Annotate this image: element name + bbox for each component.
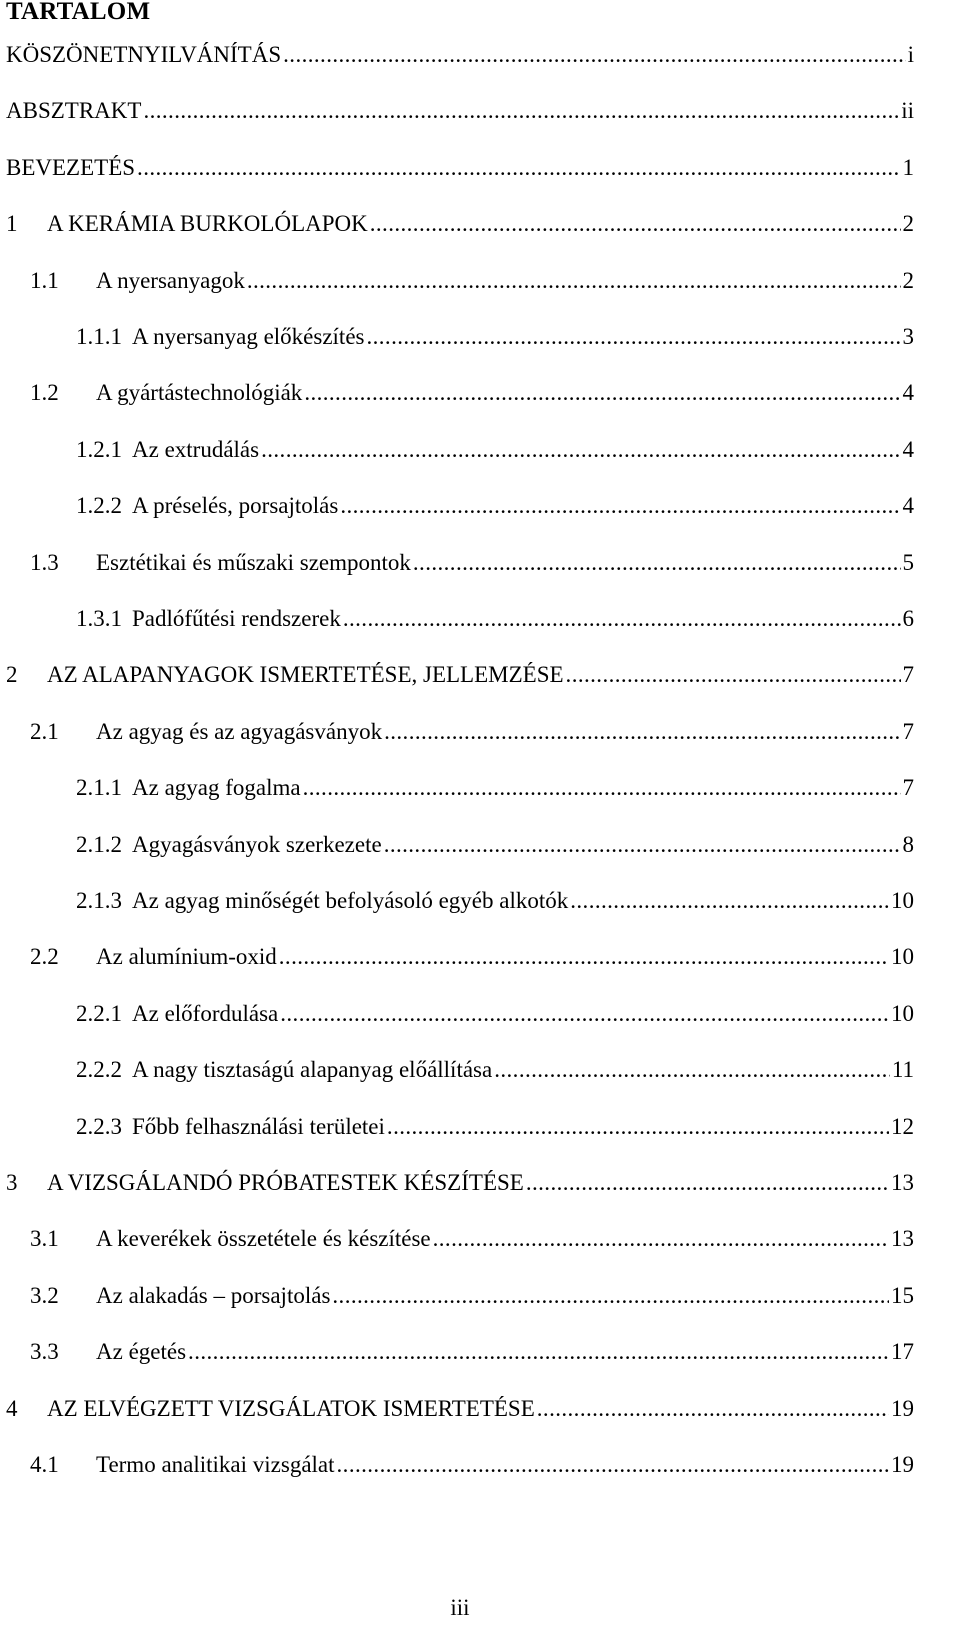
toc-dot-leader	[413, 548, 901, 578]
toc-entry-title: AZ ALAPANYAGOK ISMERTETÉSE, JELLEMZÉSE	[47, 662, 564, 688]
toc-dot-leader	[304, 378, 900, 408]
toc-dot-leader	[384, 830, 901, 860]
toc-entry[interactable]	[0, 1112, 914, 1142]
toc-entry-title: Az alakadás – porsajtolás	[96, 1282, 331, 1308]
toc-entry-number: 1.2	[30, 380, 59, 406]
toc-dot-leader	[303, 773, 901, 803]
toc-entry-title: BEVEZETÉS	[6, 154, 136, 180]
toc-entry[interactable]	[0, 1055, 914, 1085]
toc-entry-page: 7	[902, 718, 914, 744]
toc-entry-title: Esztétikai és műszaki szempontok	[96, 549, 411, 575]
toc-entry-page: 6	[902, 606, 914, 631]
toc-entry-page: 13	[891, 1226, 914, 1252]
toc-entry[interactable]	[0, 548, 914, 578]
toc-dot-leader	[143, 96, 899, 126]
toc-entry-title: Az alumínium-oxid	[96, 944, 277, 970]
toc-entry-title: KÖSZÖNETNYILVÁNÍTÁS	[6, 42, 282, 67]
toc-entry-page: 4	[902, 380, 914, 406]
toc-dot-leader	[494, 1055, 890, 1085]
toc-entry-title: Főbb felhasználási területei	[132, 1113, 385, 1139]
toc-entry-page: 12	[891, 1113, 914, 1139]
toc-entry-title: Az égetés	[96, 1339, 187, 1365]
toc-entry[interactable]	[0, 942, 914, 972]
toc-entry-page: 4	[902, 436, 914, 462]
toc-entry-title: A nagy tisztaságú alapanyag előállítása	[132, 1057, 493, 1083]
toc-entry-page: 8	[902, 831, 914, 857]
toc-entry-number: 4	[6, 1395, 18, 1421]
toc-entry-page: 5	[902, 549, 914, 575]
toc-entry-number: 1.2.1	[76, 436, 122, 462]
toc-entry-number: 3.3	[30, 1339, 59, 1365]
toc-entry[interactable]	[0, 1394, 914, 1424]
toc-entry[interactable]	[0, 322, 914, 352]
toc-entry[interactable]	[0, 40, 914, 70]
toc-dot-leader	[279, 942, 889, 972]
toc-entry-page: 7	[902, 775, 914, 801]
toc-entry[interactable]	[0, 378, 914, 408]
toc-dot-leader	[332, 1281, 889, 1311]
toc-entry[interactable]	[0, 153, 914, 183]
toc-dot-leader	[433, 1224, 889, 1254]
toc-entry-title: A VIZSGÁLANDÓ PRÓBATESTEK KÉSZÍTÉSE	[47, 1170, 524, 1195]
toc-entry-title: Padlófűtési rendszerek	[132, 606, 341, 631]
toc-entry-title: A gyártástechnológiák	[96, 380, 303, 406]
toc-entry[interactable]	[0, 1450, 914, 1480]
toc-entry-number: 3.1	[30, 1226, 59, 1252]
toc-entry-title: A nyersanyag előkészítés	[132, 324, 365, 349]
toc-entry-number: 2.1.3	[76, 888, 122, 913]
toc-dot-leader	[261, 435, 900, 465]
toc-entry-page: 10	[891, 944, 914, 970]
toc-entry-title: A keverékek összetétele és készítése	[96, 1226, 431, 1252]
toc-entry-number: 2.1	[30, 718, 59, 744]
toc-entry-number: 1.1	[30, 267, 59, 293]
toc-entry-number: 1.1.1	[76, 324, 122, 349]
toc-entry-number: 3.2	[30, 1282, 59, 1308]
toc-entry-title: Az agyag fogalma	[132, 775, 301, 801]
toc-entry-number: 2.1.1	[76, 775, 122, 801]
toc-entry-title: A préselés, porsajtolás	[132, 493, 339, 519]
toc-entry-number: 2.2.3	[76, 1113, 122, 1139]
toc-entry[interactable]	[0, 660, 914, 690]
toc-dot-leader	[384, 717, 900, 747]
toc-entry-title: Agyagásványok szerkezete	[132, 831, 382, 857]
toc-title: TARTALOM	[6, 0, 151, 25]
toc-entry-page: i	[907, 42, 914, 67]
toc-dot-leader	[137, 153, 900, 183]
toc-dot-leader	[387, 1112, 889, 1142]
toc-dot-leader	[566, 660, 901, 690]
toc-entry-number: 4.1	[30, 1452, 59, 1477]
toc-dot-leader	[537, 1394, 889, 1424]
toc-entry-page: 1	[902, 154, 914, 180]
toc-entry[interactable]	[0, 491, 914, 521]
toc-entry-number: 2.2.2	[76, 1057, 122, 1083]
toc-entry-page: ii	[901, 98, 914, 124]
toc-entry-page: 10	[891, 888, 914, 913]
toc-entry-page: 17	[891, 1339, 914, 1365]
toc-dot-leader	[247, 266, 901, 296]
toc-entry[interactable]	[0, 209, 914, 239]
toc-entry-title: A nyersanyagok	[96, 267, 245, 293]
toc-dot-leader	[343, 604, 901, 634]
toc-entry-number: 1.2.2	[76, 493, 122, 519]
toc-entry-page: 10	[891, 1000, 914, 1026]
toc-entry[interactable]	[0, 96, 914, 126]
toc-entry[interactable]	[0, 830, 914, 860]
toc-dot-leader	[370, 209, 901, 239]
toc-entry-title: A KERÁMIA BURKOLÓLAPOK	[47, 211, 368, 237]
toc-entry-title: Az extrudálás	[132, 436, 260, 462]
toc-entry-page: 19	[891, 1395, 914, 1421]
toc-entry[interactable]	[0, 773, 914, 803]
toc-entry-page: 13	[891, 1170, 914, 1195]
toc-entry[interactable]	[0, 999, 914, 1029]
toc-entry-title: Az agyag minőségét befolyásoló egyéb alkotók	[132, 888, 569, 913]
toc-entry[interactable]	[0, 1224, 914, 1254]
toc-entry-title: Az előfordulása	[132, 1000, 279, 1026]
toc-entry-page: 3	[902, 324, 914, 349]
toc-entry-title: Termo analitikai vizsgálat	[96, 1452, 335, 1477]
toc-dot-leader	[283, 40, 905, 70]
toc-entry[interactable]	[0, 886, 914, 916]
toc-dot-leader	[366, 322, 900, 352]
toc-dot-leader	[188, 1337, 889, 1367]
toc-entry-number: 3	[6, 1170, 18, 1195]
toc-entry-title: AZ ELVÉGZETT VIZSGÁLATOK ISMERTETÉSE	[47, 1395, 535, 1421]
toc-entry[interactable]	[0, 435, 914, 465]
toc-entry-number: 1.3.1	[76, 606, 122, 631]
toc-entry-number: 2	[6, 662, 18, 688]
toc-entry[interactable]	[0, 266, 914, 296]
toc-entry-number: 2.2.1	[76, 1000, 122, 1026]
toc-entry[interactable]	[0, 1168, 914, 1198]
toc-entry-page: 2	[902, 211, 914, 237]
toc-dot-leader	[570, 886, 889, 916]
toc-dot-leader	[340, 491, 900, 521]
page-number: iii	[450, 1595, 470, 1620]
toc-entry-page: 11	[891, 1057, 914, 1083]
toc-entry-page: 7	[902, 662, 914, 688]
toc-entry-title: Az agyag és az agyagásványok	[96, 718, 383, 744]
toc-entry-number: 1	[6, 211, 18, 237]
toc-entry[interactable]	[0, 717, 914, 747]
toc-entry-page: 2	[902, 267, 914, 293]
toc-entry-page: 4	[902, 493, 914, 519]
toc-entry-page: 15	[891, 1282, 914, 1308]
toc-entry-number: 1.3	[30, 549, 59, 575]
toc-entry-page: 19	[891, 1452, 914, 1477]
toc-dot-leader	[280, 999, 889, 1029]
toc-entry[interactable]	[0, 1281, 914, 1311]
toc-entry[interactable]	[0, 1337, 914, 1367]
toc-entry-number: 2.1.2	[76, 831, 122, 857]
toc-entry-title: ABSZTRAKT	[6, 98, 142, 124]
toc-dot-leader	[337, 1450, 889, 1480]
toc-dot-leader	[526, 1168, 889, 1198]
toc-entry[interactable]	[0, 604, 914, 634]
toc-entry-number: 2.2	[30, 944, 59, 970]
